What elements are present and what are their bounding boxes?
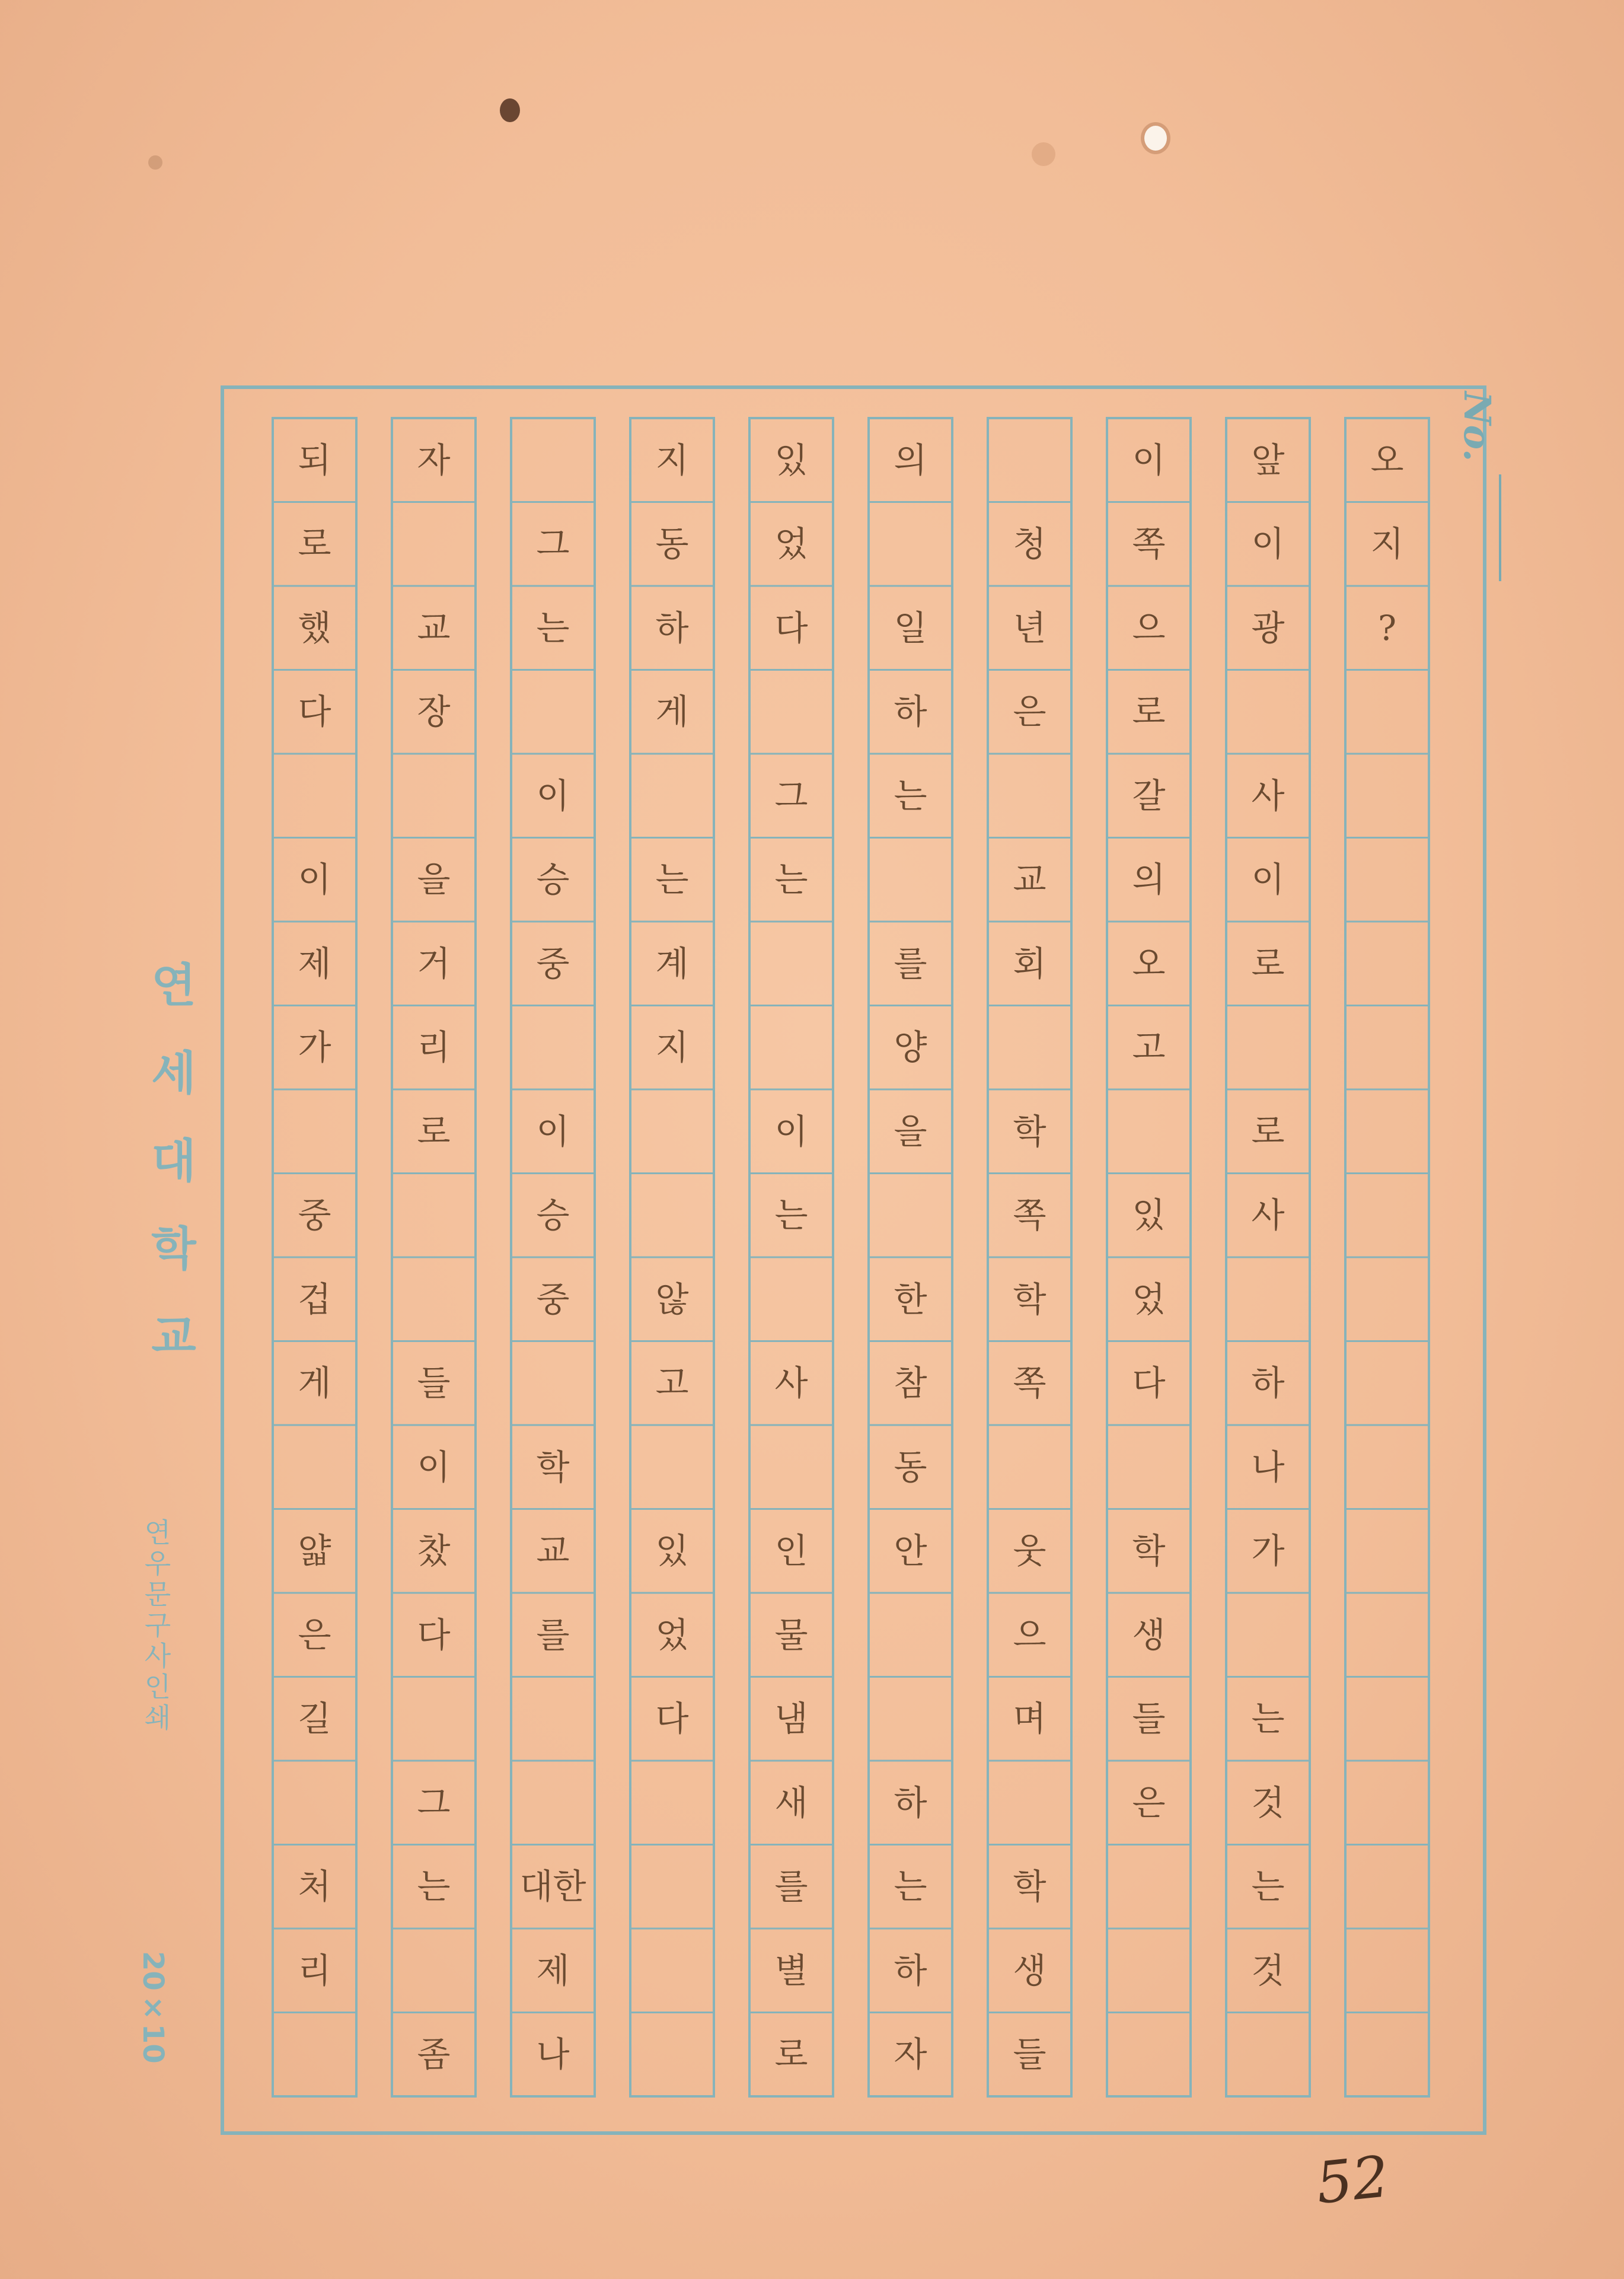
grid-character: 쪽	[1013, 1195, 1046, 1236]
grid-character: 지	[655, 1027, 689, 1068]
grid-character: 참	[894, 1363, 927, 1404]
no-label: No.	[1456, 391, 1499, 462]
grid-character: 얇	[298, 1531, 331, 1572]
grid-character: 했	[298, 607, 331, 648]
grid-character: 한	[894, 1279, 927, 1319]
grid-character: 오	[1370, 439, 1404, 480]
grid-character: 다	[417, 1614, 451, 1655]
grid-character: 다	[298, 691, 331, 732]
grid-character: 별	[774, 1950, 808, 1991]
grid-character: 는	[774, 1195, 808, 1236]
grid-character: 게	[655, 691, 689, 732]
grid-character: 학	[1013, 1866, 1046, 1907]
grid-size-label: 20×10	[136, 1951, 170, 2064]
grid-character: 다	[774, 607, 808, 648]
grid-character: 동	[894, 1446, 927, 1487]
grid-character: 않	[655, 1279, 689, 1319]
grid-character: 지	[1370, 524, 1404, 565]
grid-character: 갈	[1132, 775, 1166, 816]
grid-character: 청	[1013, 524, 1046, 565]
grid-character: 이	[298, 859, 331, 900]
grid-character: 교	[536, 1531, 570, 1572]
grid-character: 으	[1013, 1614, 1046, 1655]
grid-character: 중	[298, 1195, 331, 1236]
grid-character: 를	[536, 1614, 570, 1655]
grid-character: 교	[417, 607, 451, 648]
grid-character: 었	[774, 524, 808, 565]
grid-character: 것	[1251, 1950, 1285, 1991]
grid-character: 리	[298, 1950, 331, 1991]
grid-character: 를	[894, 943, 927, 984]
grid-character: 대한	[519, 1866, 586, 1907]
university-name: 연세대학교	[143, 961, 196, 1400]
grid-character: 었	[1132, 1279, 1166, 1319]
grid-character: 는	[894, 775, 927, 816]
grid-character: ?	[1377, 607, 1397, 648]
grid-character: 쪽	[1013, 1363, 1046, 1404]
grid-character: 을	[894, 1111, 927, 1152]
grid-character: 학	[1013, 1279, 1046, 1319]
grid-character: 는	[1251, 1866, 1285, 1907]
grid-character: 생	[1132, 1614, 1166, 1655]
grid-character: 사	[1251, 775, 1285, 816]
grid-character: 좀	[417, 2034, 451, 2075]
grid-character: 로	[1251, 943, 1285, 984]
grid-character: 사	[1251, 1195, 1285, 1236]
grid-character: 있	[1132, 1195, 1166, 1236]
grid-character: 학	[1132, 1531, 1166, 1572]
grid-character: 로	[1251, 1111, 1285, 1152]
grid-character: 는	[774, 859, 808, 900]
grid-character: 자	[894, 2034, 927, 2075]
grid-character: 안	[894, 1531, 927, 1572]
grid-character: 다	[655, 1698, 689, 1739]
grid-character: 는	[894, 1866, 927, 1907]
printer-name: 연우문구사인쇄	[140, 1518, 172, 1734]
page-number: 52	[1313, 2143, 1392, 2217]
grid-character: 는	[1251, 1698, 1285, 1739]
grid-character: 다	[1132, 1363, 1166, 1404]
grid-character: 중	[536, 943, 570, 984]
grid-character: 이	[536, 1111, 570, 1152]
grid-character: 은	[1013, 691, 1046, 732]
grid-character: 중	[536, 1279, 570, 1319]
grid-character: 이	[1251, 524, 1285, 565]
grid-character: 나	[1251, 1446, 1285, 1487]
grid-character: 를	[774, 1866, 808, 1907]
grid-character: 그	[417, 1782, 451, 1823]
no-underline	[1499, 474, 1501, 581]
grid-character: 회	[1013, 943, 1046, 984]
grid-character: 학	[1013, 1111, 1046, 1152]
grid-character: 오	[1132, 943, 1166, 984]
grid-character: 사	[774, 1363, 808, 1404]
grid-character: 으	[1132, 607, 1166, 648]
grid-character: 이	[1251, 859, 1285, 900]
grid-character: 광	[1251, 607, 1285, 648]
grid-character: 거	[417, 943, 451, 984]
grid-character: 제	[298, 943, 331, 984]
grid-character: 길	[298, 1698, 331, 1739]
grid-character: 겁	[298, 1279, 331, 1319]
grid-character: 는	[417, 1866, 451, 1907]
grid-character: 앞	[1251, 439, 1285, 480]
grid-character: 제	[536, 1950, 570, 1991]
grid-character: 의	[1132, 859, 1166, 900]
grid-character: 나	[536, 2034, 570, 2075]
grid-character: 하	[894, 1782, 927, 1823]
grid-character: 물	[774, 1614, 808, 1655]
grid-character: 하	[894, 691, 927, 732]
grid-character: 하	[894, 1950, 927, 1991]
grid-character: 것	[1251, 1782, 1285, 1823]
grid-character: 고	[1132, 1027, 1166, 1068]
grid-character: 새	[774, 1782, 808, 1823]
grid-character: 쪽	[1132, 524, 1166, 565]
grid-character: 승	[536, 859, 570, 900]
grid-character: 의	[894, 439, 927, 480]
grid-character: 장	[417, 691, 451, 732]
grid-character: 하	[655, 607, 689, 648]
grid-character: 들	[1013, 2034, 1046, 2075]
grid-character: 학	[536, 1446, 570, 1487]
grid-character: 그	[774, 775, 808, 816]
grid-character: 은	[298, 1614, 331, 1655]
grid-character: 되	[298, 439, 331, 480]
grid-character: 게	[298, 1363, 331, 1404]
grid-character: 로	[417, 1111, 451, 1152]
grid-character: 하	[1251, 1363, 1285, 1404]
grid-character: 들	[1132, 1698, 1166, 1739]
grid-character: 승	[536, 1195, 570, 1236]
grid-character: 로	[298, 524, 331, 565]
grid-character: 교	[1013, 859, 1046, 900]
grid-character: 계	[655, 943, 689, 984]
grid-character: 일	[894, 607, 927, 648]
grid-character: 인	[774, 1531, 808, 1572]
grid-character: 동	[655, 524, 689, 565]
grid-character: 이	[536, 775, 570, 816]
grid-character: 찼	[417, 1531, 451, 1572]
grid-character: 이	[417, 1446, 451, 1487]
grid-character: 리	[417, 1027, 451, 1068]
grid-character: 이	[1132, 439, 1166, 480]
grid-character: 처	[298, 1866, 331, 1907]
grid-character: 는	[536, 607, 570, 648]
grid-character: 지	[655, 439, 689, 480]
grid-character: 웃	[1013, 1531, 1046, 1572]
grid-character: 었	[655, 1614, 689, 1655]
grid-character: 로	[1132, 691, 1166, 732]
grid-character: 들	[417, 1363, 451, 1404]
grid-character: 그	[536, 524, 570, 565]
grid-character: 생	[1013, 1950, 1046, 1991]
grid-character: 년	[1013, 607, 1046, 648]
grid-character: 은	[1132, 1782, 1166, 1823]
grid-character: 로	[774, 2034, 808, 2075]
grid-character: 자	[417, 439, 451, 480]
grid-character: 있	[774, 439, 808, 480]
grid-character: 며	[1013, 1698, 1046, 1739]
grid-character: 가	[298, 1027, 331, 1068]
grid-character: 는	[655, 859, 689, 900]
grid-character: 냄	[774, 1698, 808, 1739]
grid-character: 고	[655, 1363, 689, 1404]
grid-character: 있	[655, 1531, 689, 1572]
grid-character: 양	[894, 1027, 927, 1068]
grid-character: 을	[417, 859, 451, 900]
grid-character: 이	[774, 1111, 808, 1152]
grid-character: 가	[1251, 1531, 1285, 1572]
